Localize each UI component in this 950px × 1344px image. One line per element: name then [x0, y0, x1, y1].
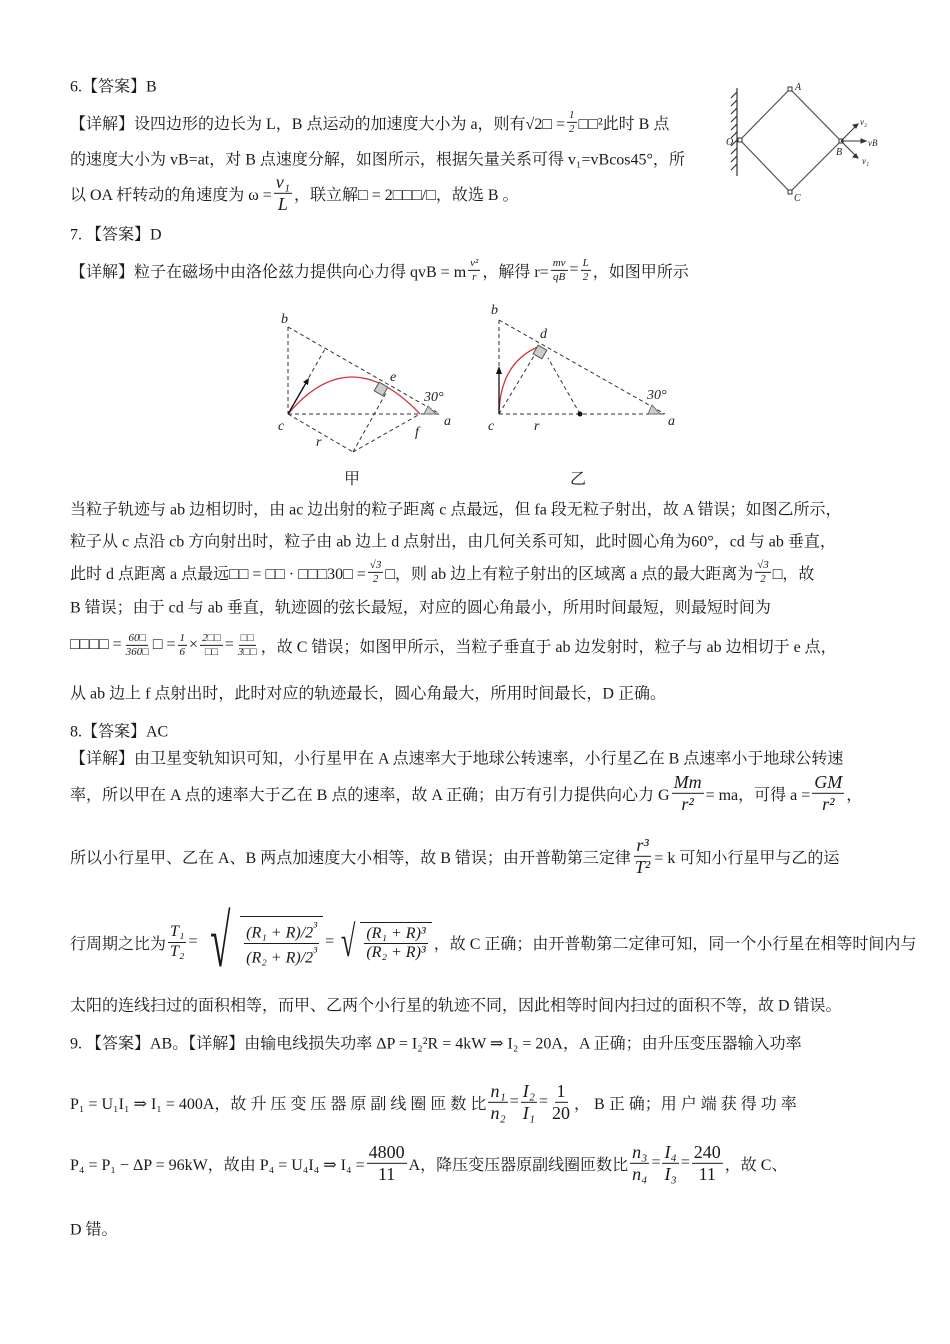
text: 率，所以甲在 A 点的速率大于乙在 B 点的速率，故 A 正确；由万有引力提供向心力 G — [70, 786, 670, 804]
label-a: a — [444, 414, 451, 429]
trajectory-arc — [499, 346, 540, 414]
answer-label: 6.【答案】B — [70, 78, 157, 96]
figure-yi — [499, 320, 665, 414]
fraction — [551, 257, 568, 283]
numerator: (R₁ + R)/2 — [246, 924, 314, 942]
text: ， — [846, 786, 863, 804]
numerator: mv — [552, 256, 566, 269]
text: P₄ = P₁ − ΔP = 96kW，故由 P₄ = U₄I₄ ⇒ I₄ = — [70, 1156, 365, 1174]
fraction — [672, 772, 704, 814]
text: □□□□ = — [70, 636, 122, 653]
denominator: I₁ — [522, 1102, 535, 1123]
label-B: B — [836, 147, 843, 158]
denominator: 2 — [372, 572, 379, 585]
numerator: 1 — [179, 631, 186, 644]
label-v2: v₂ — [860, 117, 868, 127]
fraction — [124, 632, 151, 658]
fraction — [755, 559, 771, 585]
q8-line-1 — [70, 746, 843, 769]
exponent: ³ — [313, 944, 318, 959]
text: ，故 C 错误；如图甲所示，当粒子垂直于 ab 边发射时，粒子与 ab 边相切于 e 点， — [260, 638, 837, 656]
text: □□²此时 B 点 — [578, 115, 670, 133]
wall-icon — [731, 88, 737, 176]
fraction — [662, 1142, 678, 1184]
q7-line-7 — [70, 681, 666, 704]
text: ， B 正 确；用 户 端 获 得 功 率 — [574, 1095, 797, 1113]
text: 所以小行星甲、乙在 A、B 两点加速度大小相等，故 B 错误；由开普勒第三定律 — [70, 849, 631, 867]
q7-line-6 — [70, 632, 837, 658]
text: □ = — [152, 636, 176, 653]
numerator: r³ — [636, 834, 649, 855]
square-root — [336, 917, 432, 966]
denominator: qB — [553, 270, 566, 283]
denominator: 2 — [569, 122, 575, 135]
text: 行周期之比为 — [70, 935, 167, 953]
numerator: GM — [814, 771, 843, 792]
label-b: b — [281, 312, 288, 327]
label-d: d — [540, 327, 547, 342]
q8-line-2 — [70, 772, 862, 814]
fraction — [178, 632, 188, 658]
text: 【详解】粒子在磁场中由洛伦兹力提供向心力得 qvB = m — [70, 263, 467, 281]
text: B 错误；由于 cd 与 ab 垂直，轨迹圆的弦长最短，对应的圆心角最小，所用时间最短，则最短时间为 — [70, 599, 771, 617]
q7-line-3 — [70, 529, 836, 552]
text: 【详解】设四边形的边长为 L，B 点运动的加速度大小为 a，则有√2□ = — [70, 115, 566, 133]
label-e: e — [390, 370, 397, 385]
fraction — [468, 257, 480, 283]
denominator: L — [277, 193, 288, 214]
text: □，故 — [772, 565, 815, 583]
numerator: (R₁ + R)³ — [364, 925, 427, 944]
q8-line-5 — [70, 993, 842, 1016]
q9-line-2 — [70, 1081, 797, 1123]
q9-line-4 — [70, 1217, 118, 1240]
fraction — [200, 632, 223, 658]
numerator: √3 — [369, 558, 382, 571]
denominator: 6 — [179, 645, 186, 658]
text: = — [569, 261, 579, 278]
text: = ma，可得 a = — [705, 786, 811, 804]
text: = — [539, 1093, 549, 1110]
numerator: T₁ — [168, 923, 186, 942]
numerator: n₁ — [490, 1080, 506, 1101]
text: 从 ab 边上 f 点射出时，此时对应的轨迹最长，圆心角最大，所用时间最长，D 正确。 — [70, 685, 666, 703]
label-c: c — [278, 419, 285, 434]
fraction — [581, 257, 591, 283]
text: D 错。 — [70, 1221, 118, 1239]
q7-answer-heading — [70, 222, 162, 245]
denominator: T₂ — [170, 942, 185, 960]
text: = — [651, 1154, 661, 1171]
denominator: n₄ — [632, 1163, 648, 1184]
q8-line-3 — [70, 835, 839, 877]
denominator: 2 — [760, 572, 766, 585]
denominator: T² — [634, 856, 651, 877]
label-C: C — [794, 193, 801, 204]
numerator: L — [582, 256, 589, 269]
text: 此时 d 点距离 a 点最远□□ = □□ · □□□30□ = — [70, 565, 366, 583]
angle-label: 30° — [647, 388, 667, 403]
answer-label: 8.【答案】AC — [70, 723, 169, 741]
q7-line-2 — [70, 497, 842, 520]
fraction — [168, 923, 186, 961]
denominator: 2 — [582, 270, 589, 283]
numerator: 240 — [693, 1141, 721, 1162]
denominator: (R₂ + R)/2 — [246, 949, 314, 967]
q9-line-1 — [70, 1031, 802, 1054]
numerator: 1 — [556, 1080, 566, 1101]
denominator: r² — [681, 793, 694, 814]
fraction — [488, 1081, 507, 1123]
label-c: c — [488, 419, 495, 434]
velocity-arrow-icon — [496, 366, 502, 374]
numerator: n₃ — [632, 1141, 648, 1162]
numerator: 2□□ — [202, 631, 221, 644]
denominator: r² — [822, 793, 835, 814]
q7-line-4 — [70, 559, 814, 585]
text: A，降压变压器原副线圈匝数比 — [408, 1156, 629, 1174]
fraction — [550, 1081, 572, 1123]
fraction — [236, 632, 259, 658]
text: 【详解】由卫星变轨知识可知，小行星甲在 A 点速率大于地球公转速率，小行星乙在 B 点速率小于地球公转速 — [70, 750, 844, 768]
fraction — [812, 772, 844, 814]
text: ，故 C 正确；由开普勒第二定律可知，同一个小行星在相等时间内与 — [433, 935, 917, 953]
numerator: 4800 — [368, 1141, 405, 1162]
fraction — [692, 1142, 723, 1184]
q8-answer-heading — [70, 719, 168, 742]
text: 太阳的连线扫过的面积相等，而甲、乙两个小行星的轨迹不同，因此相等时间内扫过的面积不等，故 D 错误。 — [70, 997, 842, 1015]
rhombus — [740, 89, 841, 192]
numerator: 1 — [569, 108, 575, 121]
label-a: a — [668, 414, 675, 429]
text: ，故 C、 — [724, 1156, 788, 1174]
fraction — [630, 1142, 649, 1184]
text: = — [680, 1154, 690, 1171]
square-root — [200, 901, 324, 983]
text: 当粒子轨迹与 ab 边相切时，由 ac 边出射的粒子距离 c 点最远，但 fa 段无粒子射出，故 A 错误；如图乙所示， — [70, 501, 842, 519]
fraction — [367, 1142, 407, 1184]
numerator: Mm — [673, 771, 702, 792]
text: × — [189, 636, 199, 653]
label-r: r — [534, 419, 540, 434]
denominator: I₃ — [664, 1163, 677, 1184]
label-f: f — [415, 425, 419, 440]
denominator: 11 — [698, 1163, 716, 1184]
text: 9. 【答案】AB。【详解】由输电线损失功率 ΔP = I₂²R = 4kW ⇒ I₂ = 20A，A 正确；由升压变压器输入功率 — [70, 1035, 802, 1053]
denominator: r — [472, 270, 477, 283]
fraction — [521, 1081, 537, 1123]
label-A: A — [795, 82, 802, 93]
text: = — [325, 933, 335, 950]
denominator: 11 — [377, 1163, 396, 1184]
angle-label: 30° — [424, 390, 444, 405]
denominator: 3□□ — [237, 645, 257, 658]
text: = — [224, 636, 234, 653]
label-O: O — [726, 137, 734, 148]
velocity-arrows — [841, 124, 866, 158]
numerator: I₄ — [664, 1141, 677, 1162]
figure-caption-yi: 乙 — [570, 471, 587, 488]
text: ，如图甲所示 — [592, 263, 689, 281]
numerator: □□ — [240, 631, 254, 644]
radical-sign-icon: √ — [209, 901, 230, 983]
right-angle-mark — [533, 345, 547, 359]
text: 以 OA 杆转动的角速度为 ω = — [70, 186, 272, 204]
numerator: √3 — [757, 558, 769, 571]
numerator: v² — [470, 256, 479, 269]
q8-line-4 — [70, 901, 917, 983]
label-v1: v₁ — [862, 156, 870, 166]
text: ，解得 r= — [482, 263, 549, 281]
q7-line-5 — [70, 595, 771, 618]
fraction — [633, 835, 652, 877]
label-r: r — [316, 435, 322, 450]
text: P₁ = U₁I₁ ⇒ I₁ = 400A，故 升 压 变 压 器 原 副 线 圈 匝 数 比 — [70, 1095, 487, 1113]
text: 粒子从 c 点沿 cb 方向射出时，粒子由 ab 边上 d 点射出，由几何关系可知，此时圆心角为60°，cd 与 ab 垂直， — [70, 533, 836, 551]
fraction — [244, 919, 319, 967]
denominator: (R₂ + R)³ — [366, 944, 426, 961]
q7-line-1 — [70, 257, 689, 283]
numerator: 60□ — [128, 631, 147, 644]
fraction — [364, 925, 427, 963]
text: □，则 ab 边上有粒子射出的区域离 a 点的最大距离为 — [385, 565, 754, 583]
answer-label: 7. 【答案】D — [70, 226, 162, 244]
radical-sign-icon: √ — [341, 917, 356, 966]
text: = — [188, 933, 198, 950]
figure-caption-jia: 甲 — [344, 471, 361, 488]
denominator: 360□ — [125, 645, 149, 658]
denominator: 20 — [552, 1102, 571, 1123]
text: 的速度大小为 vB=at，对 B 点速度分解，如图所示，根据矢量关系可得 v₁=vBcos45°，所 — [70, 151, 685, 169]
label-vB: vB — [868, 138, 878, 148]
label-b: b — [491, 303, 498, 318]
exponent: ³ — [313, 919, 318, 935]
text: = — [509, 1093, 519, 1110]
numerator: v₁ — [275, 171, 291, 192]
text: ，联立解□ = 2□□□/□，故选 B 。 — [294, 186, 519, 204]
denominator: □□ — [204, 645, 219, 658]
numerator: I₂ — [522, 1080, 535, 1101]
text: = k 可知小行星甲与乙的运 — [654, 849, 840, 867]
denominator: n₂ — [490, 1102, 506, 1123]
q9-line-3 — [70, 1142, 787, 1184]
fraction — [368, 559, 384, 585]
